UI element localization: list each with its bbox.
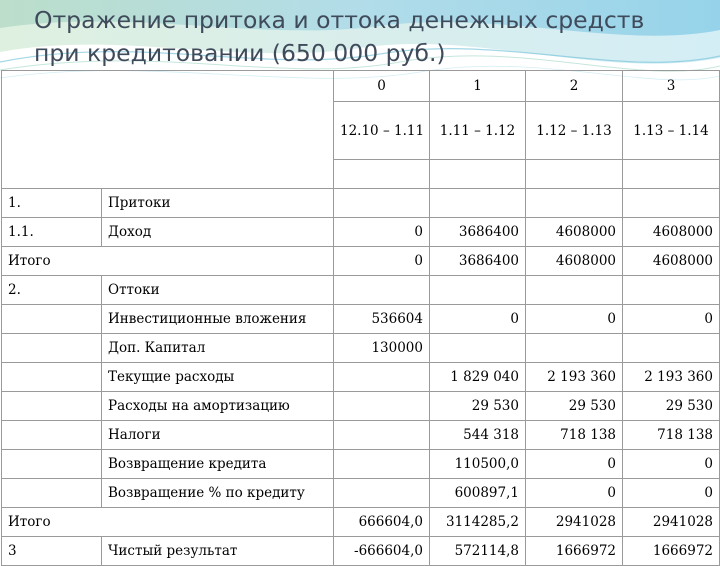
row-inflows (2, 189, 720, 218)
value-2: 4608000 (526, 218, 623, 247)
row-label: Доход (102, 218, 334, 247)
row-total-inflows (2, 247, 720, 276)
row-label: Итого (2, 247, 334, 276)
value-1: 3686400 (430, 247, 526, 276)
value-3: 0 (623, 479, 720, 508)
row-interest-repayment (2, 479, 720, 508)
value-3: 0 (623, 450, 720, 479)
value-3: 29 530 (623, 392, 720, 421)
value-2: 2941028 (526, 508, 623, 537)
header-row-periods (2, 71, 720, 102)
value-1: 0 (430, 305, 526, 334)
row-net-result (2, 537, 720, 566)
period-3: 3 (623, 71, 720, 102)
value-3: 0 (623, 305, 720, 334)
row-label: Чистый результат (102, 537, 334, 566)
row-label: Оттоки (102, 276, 334, 305)
value-1: 1 829 040 (430, 363, 526, 392)
value-3: 4608000 (623, 247, 720, 276)
range-2: 1.12 – 1.13 (526, 102, 623, 160)
row-number: 1.1. (2, 218, 102, 247)
row-loan-repayment (2, 450, 720, 479)
value-2: 2 193 360 (526, 363, 623, 392)
row-number: 1. (2, 189, 102, 218)
range-3: 1.13 – 1.14 (623, 102, 720, 160)
value-1: 600897,1 (430, 479, 526, 508)
row-label: Налоги (102, 421, 334, 450)
header-empty-cell (2, 71, 334, 189)
value-3: 2941028 (623, 508, 720, 537)
value-0: 0 (334, 247, 430, 276)
row-label: Возвращение кредита (102, 450, 334, 479)
value-1: 3114285,2 (430, 508, 526, 537)
value-3: 1666972 (623, 537, 720, 566)
value-3: 4608000 (623, 218, 720, 247)
value-3: 2 193 360 (623, 363, 720, 392)
value-2: 0 (526, 450, 623, 479)
value-2: 0 (526, 479, 623, 508)
value-2: 29 530 (526, 392, 623, 421)
value-2: 0 (526, 305, 623, 334)
value-0: 666604,0 (334, 508, 430, 537)
row-label: Текущие расходы (102, 363, 334, 392)
value-2: 4608000 (526, 247, 623, 276)
row-depreciation (2, 392, 720, 421)
row-label: Инвестиционные вложения (102, 305, 334, 334)
value-0: -666604,0 (334, 537, 430, 566)
value-1: 572114,8 (430, 537, 526, 566)
row-label: Доп. Капитал (102, 334, 334, 363)
value-3: 718 138 (623, 421, 720, 450)
period-0: 0 (334, 71, 430, 102)
range-0: 12.10 – 1.11 (334, 102, 430, 160)
row-number: 3 (2, 537, 102, 566)
row-current-expenses (2, 363, 720, 392)
title-line-2: при кредитовании (650 000 руб.) (34, 39, 446, 67)
period-2: 2 (526, 71, 623, 102)
value-0: 0 (334, 218, 430, 247)
value-1: 544 318 (430, 421, 526, 450)
row-outflows (2, 276, 720, 305)
value-1: 110500,0 (430, 450, 526, 479)
row-income (2, 218, 720, 247)
row-total-outflows (2, 508, 720, 537)
value-2: 718 138 (526, 421, 623, 450)
cash-flow-table (1, 70, 720, 566)
row-investments (2, 305, 720, 334)
slide-title (34, 4, 694, 70)
value-0: 130000 (334, 334, 430, 363)
row-label: Расходы на амортизацию (102, 392, 334, 421)
period-1: 1 (430, 71, 526, 102)
row-label: Итого (2, 508, 334, 537)
value-2: 1666972 (526, 537, 623, 566)
row-additional-capital (2, 334, 720, 363)
range-1: 1.11 – 1.12 (430, 102, 526, 160)
title-line-1: Отражение притока и оттока денежных средств (34, 6, 645, 34)
value-0: 536604 (334, 305, 430, 334)
value-1: 3686400 (430, 218, 526, 247)
row-label: Притоки (102, 189, 334, 218)
row-number: 2. (2, 276, 102, 305)
value-1: 29 530 (430, 392, 526, 421)
row-taxes (2, 421, 720, 450)
row-label: Возвращение % по кредиту (102, 479, 334, 508)
